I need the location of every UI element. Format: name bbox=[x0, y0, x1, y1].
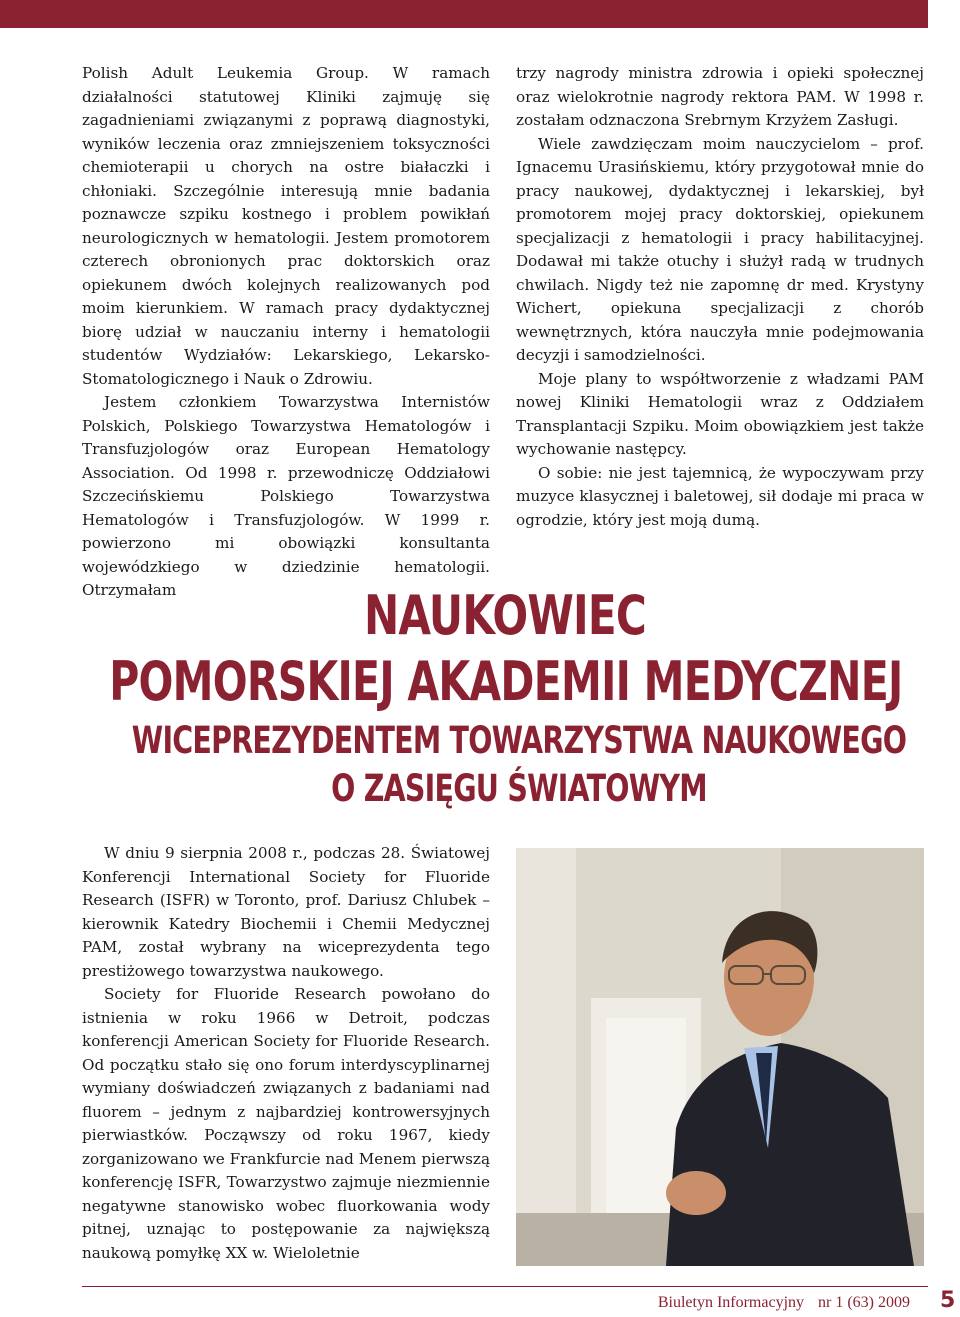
paragraph: O sobie: nie jest tajemnicą, że wypoczywam przy muzyce klasycznej i baletowej, sił dodaje mi praca w ogrodzie, który jest moją dumą. bbox=[516, 463, 924, 529]
paragraph: W dniu 9 sierpnia 2008 r., podczas 28. Światowej Konferencji International Society for Fluoride Research (ISFR) w Toronto, prof. Dariusz Chlubek – kierownik Katedry Biochemii i Chemii Medycznej PAM, został wybrany na wiceprezydenta tego prestiżowego towarzystwa naukowego. bbox=[82, 844, 490, 980]
top-accent-bar bbox=[0, 0, 928, 28]
paragraph: Polish Adult Leukemia Group. W ramach działalności statutowej Kliniki zajmuję się zagadnieniami związanymi z poprawą diagnostyki, wyników leczenia oraz zmniejszeniem toksyczności chemioterapii u chorych na ostre białaczki i chłoniaki. Szczególnie interesują mnie badania poznawcze szpiku kostnego i problem powikłań neurologicznych w hematologii. Jestem promotorem czterech obronionych prac doktorskich oraz opiekunem dwóch kolejnych realizowanych pod moim kierunkiem. W ramach pracy dydaktycznej biorę udział w nauczaniu interny i hematologii studentów Wydziałów: Lekarskiego, Lekarsko-Stomatologicznego i Nauk o Zdrowiu. bbox=[82, 64, 490, 388]
headline-line-1: NAUKOWIEC bbox=[363, 584, 647, 647]
speaker-illustration bbox=[516, 848, 924, 1266]
publication-name: Biuletyn Informacyjny bbox=[657, 1294, 805, 1311]
issue-number: nr 1 (63) 2009 bbox=[818, 1294, 910, 1311]
headline-line-2: POMORSKIEJ AKADEMII MEDYCZNEJ bbox=[109, 650, 903, 713]
footer-publication-info bbox=[658, 1294, 910, 1312]
page-number: 5 bbox=[940, 1288, 956, 1313]
headline-line-4: O ZASIĘGU ŚWIATOWYM bbox=[331, 767, 707, 810]
footer-divider bbox=[82, 1286, 928, 1287]
new-article-body bbox=[82, 842, 490, 1265]
article-continued-left-column bbox=[82, 62, 490, 603]
paragraph: Society for Fluoride Research powołano do istnienia w roku 1966 w Detroit, podczas konferencji American Society for Fluoride Research. Od początku stało się ono forum interdyscyplinarnej wymiany doświadczeń związanych z badaniami nad fluorem – jednym z najbardziej kontrowersyjnych pierwiastków. Począwszy od roku 1967, kiedy zorganizowano we Frankfurcie nad Menem pierwszą konferencję ISFR, Towarzystwo zajmuje niezmiennie negatywne stanowisko wobec fluorkowania wody pitnej, uznając to postępowanie za największą naukową pomyłkę XX w. Wieloletnie bbox=[82, 985, 490, 1262]
paragraph: Jestem członkiem Towarzystwa Internistów Polskich, Polskiego Towarzystwa Hematologów i Transfuzjologów oraz European Hematology Association. Od 1998 r. przewodniczę Oddziałowi Szczecińskiemu Polskiego Towarzystwa Hematologów i Transfuzjologów. W 1999 r. powierzono mi obowiązki konsultanta wojewódzkiego w dziedzinie hematologii. Otrzymałam bbox=[82, 393, 490, 599]
speaker-photo bbox=[516, 848, 924, 1266]
headline-line-3: WICEPREZYDENTEM TOWARZYSTWA NAUKOWEGO bbox=[131, 719, 907, 762]
article-continued-right-column bbox=[516, 62, 924, 532]
paragraph: Wiele zawdzięczam moim nauczycielom – prof. Ignacemu Urasińskiemu, który przygotował mnie do pracy naukowej, dydaktycznej i lekarskiej, był promotorem mojej pracy doktorskiej, opiekunem specjalizacji z hematologii i pracy habilitacyjnej. Dodawał mi także otuchy i służył radą w trudnych chwilach. Nigdy też nie zapomnę dr med. Krystyny Wichert, opiekuna specjalizacji z chorób wewnętrznych, która nauczyła mnie podejmowania decyzji i samodzielności. bbox=[516, 134, 924, 364]
paragraph: trzy nagrody ministra zdrowia i opieki społecznej oraz wielokrotnie nagrody rektora PAM. W 1998 r. zostałam odznaczona Srebrnym Krzyżem Zasługi. bbox=[516, 64, 924, 129]
paragraph: Moje plany to współtworzenie z władzami PAM nowej Kliniki Hematologii wraz z Oddziałem Transplantacji Szpiku. Moim obowiązkiem jest także wychowanie następcy. bbox=[516, 369, 924, 458]
